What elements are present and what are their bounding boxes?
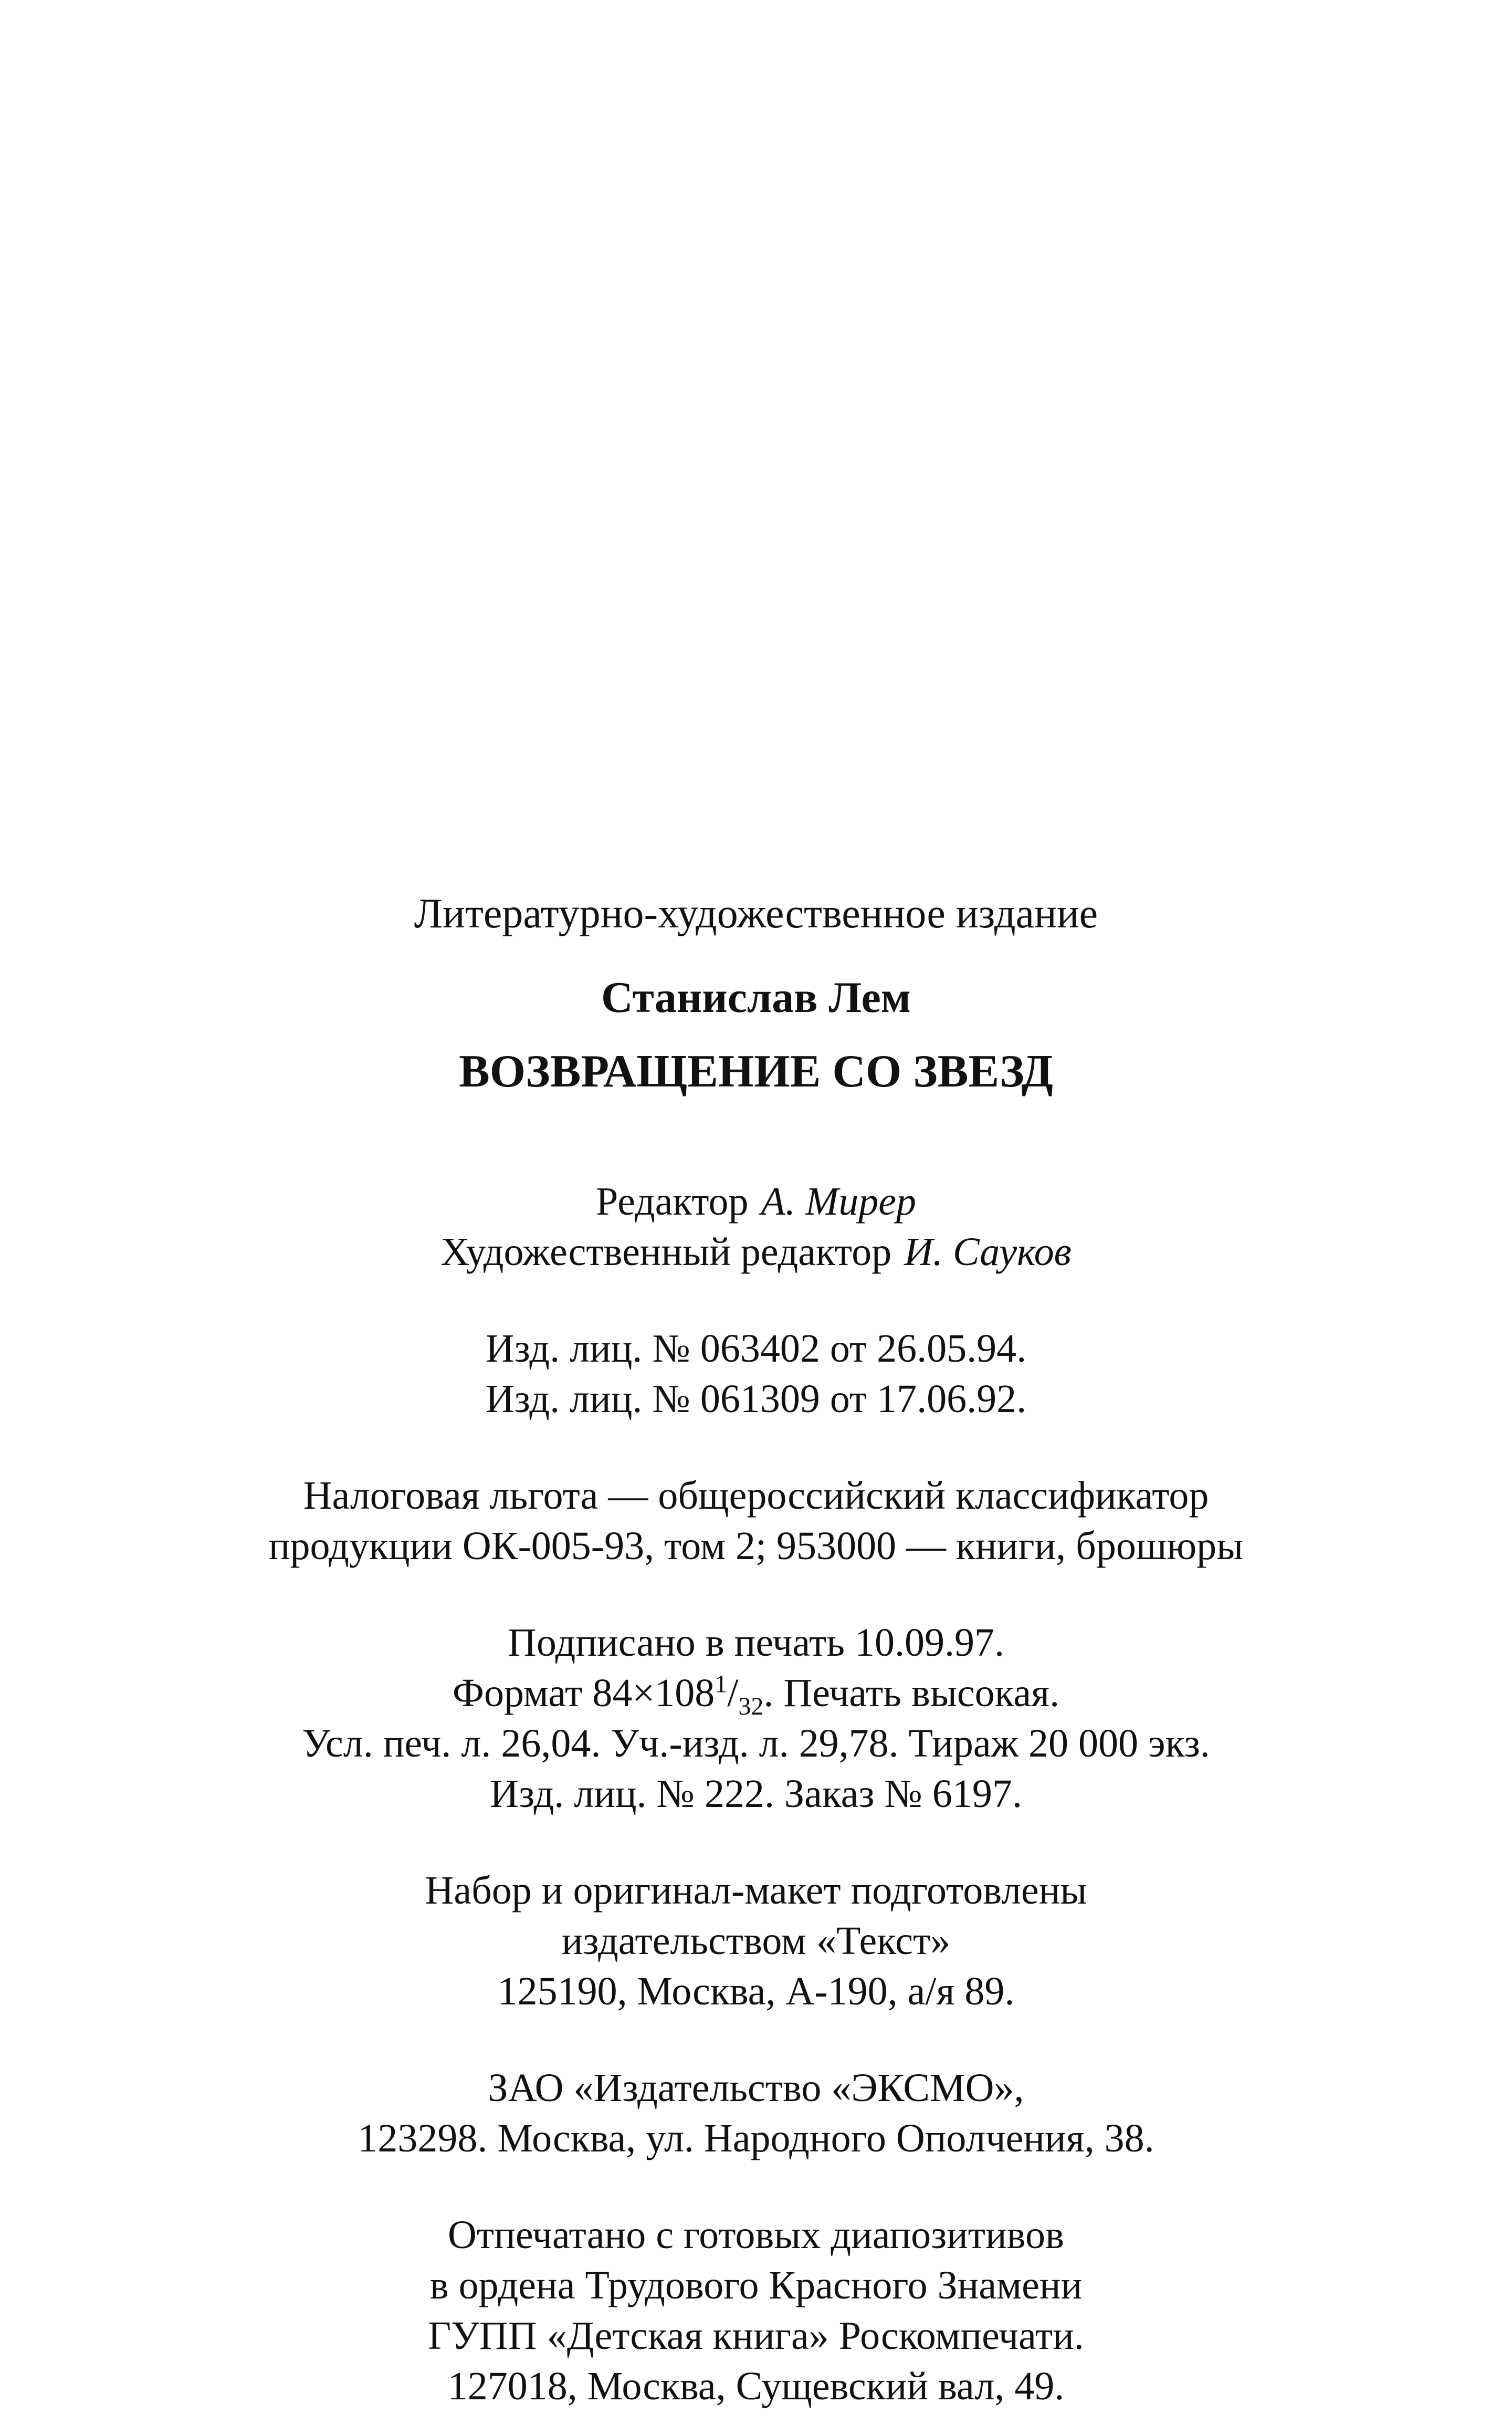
edition-type: Литературно-художественное издание bbox=[414, 891, 1098, 937]
format-numerator: 1 bbox=[715, 1670, 728, 1698]
format-denominator: 32 bbox=[738, 1692, 764, 1721]
format-slash: / bbox=[727, 1671, 739, 1715]
license-line: Изд. лиц. № 063402 от 26.05.94. bbox=[485, 1326, 1027, 1371]
author-name: Станислав Лем bbox=[601, 973, 911, 1022]
typesetting-line: Набор и оригинал-макет подготовлены bbox=[425, 1868, 1087, 1913]
tax-benefit-line: продукции ОК-005-93, том 2; 953000 — книги, брошюры bbox=[268, 1524, 1244, 1568]
licenses-block bbox=[0, 1323, 1512, 1424]
publisher-address: 123298. Москва, ул. Народного Ополчения, 38. bbox=[358, 2116, 1154, 2160]
book-title: ВОЗВРАЩЕНИЕ СО ЗВЕЗД bbox=[459, 1046, 1053, 1097]
tax-benefit-line: Налоговая льгота — общероссийский классификатор bbox=[303, 1474, 1209, 1518]
printer-address: 127018, Москва, Сущевский вал, 49. bbox=[447, 2364, 1065, 2408]
print-info-block bbox=[0, 1617, 1512, 1819]
sheets-line: Усл. печ. л. 26,04. Уч.-изд. л. 29,78. Тираж 20 000 экз. bbox=[302, 1721, 1210, 1765]
printer-line: в ордена Трудового Красного Знамени bbox=[429, 2263, 1083, 2307]
signed-to-print: Подписано в печать 10.09.97. bbox=[507, 1621, 1005, 1665]
publisher-block bbox=[0, 2063, 1512, 2164]
art-editor-line bbox=[0, 1227, 1512, 1277]
printer-line: ГУПП «Детская книга» Роскомпечати. bbox=[428, 2314, 1084, 2358]
printer-line: Отпечатано с готовых диапозитивов bbox=[448, 2213, 1064, 2257]
license-line: Изд. лиц. № 061309 от 17.06.92. bbox=[485, 1377, 1027, 1421]
editor-line bbox=[0, 1176, 1512, 1227]
typesetting-line: издательством «Текст» bbox=[561, 1919, 951, 1963]
printer-block bbox=[0, 2210, 1512, 2411]
format-suffix: . Печать высокая. bbox=[763, 1671, 1060, 1715]
credits-block bbox=[0, 1176, 1512, 1277]
format-line bbox=[0, 1668, 1512, 1721]
colophon bbox=[0, 887, 1512, 2411]
art-editor-label: Художественный редактор bbox=[440, 1230, 892, 1274]
editor-name: А. Мирер bbox=[761, 1179, 916, 1224]
order-line: Изд. лиц. № 222. Заказ № 6197. bbox=[490, 1772, 1022, 1816]
publisher-name: ЗАО «Издательство «ЭКСМО», bbox=[488, 2066, 1024, 2110]
format-prefix: Формат 84×108 bbox=[452, 1671, 715, 1715]
typesetting-address: 125190, Москва, А-190, а/я 89. bbox=[497, 1969, 1015, 2013]
art-editor-name: И. Сауков bbox=[904, 1230, 1072, 1274]
editor-label: Редактор bbox=[596, 1179, 749, 1224]
typesetting-block bbox=[0, 1865, 1512, 2016]
tax-benefit-block bbox=[0, 1470, 1512, 1571]
